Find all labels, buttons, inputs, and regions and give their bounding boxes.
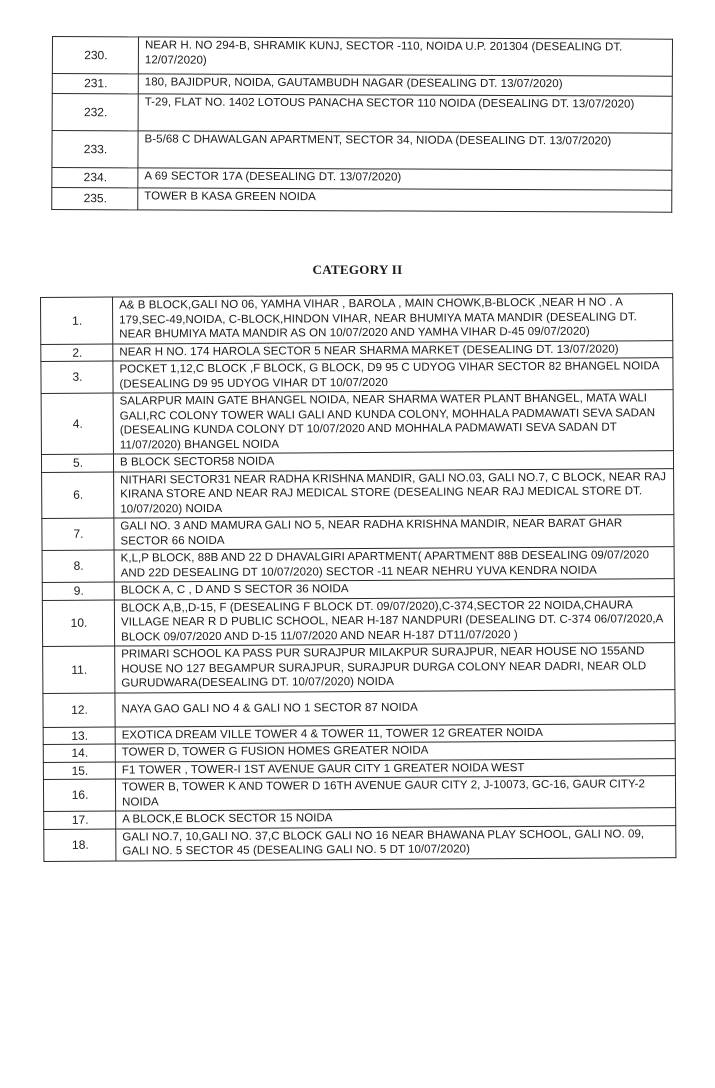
address-cell: NITHARI SECTOR31 NEAR RADHA KRISHNA MANDIR, GALI NO.03, GALI NO.7, C BLOCK, NEAR RAJ KIRANA STORE AND NEAR RAJ MEDICAL STORE (DESEALING NEAR RAJ MEDICAL STORE DT. 10/07/2020) NOIDA: [114, 468, 674, 518]
address-cell: F1 TOWER , TOWER-I 1ST AVENUE GAUR CITY 1 GREATER NOIDA WEST: [115, 758, 675, 779]
serial-number: 5.: [41, 454, 113, 472]
address-cell: A 69 SECTOR 17A (DESEALING DT. 13/07/2020): [138, 168, 672, 190]
table-row: [43, 643, 675, 693]
address-cell: PRIMARI SCHOOL KA PASS PUR SURAJPUR MILAKPUR SURAJPUR, NEAR HOUSE NO 155AND HOUSE NO 127 BEGAMPUR SURAJPUR, SURAJPUR DURGA COLONY NEAR DADRI, NEAR OLD GURUDWARA(DESEALING DT. 10/07/2020) NOIDA: [115, 643, 675, 693]
table-row: [42, 547, 674, 583]
serial-number: 12.: [43, 693, 115, 727]
address-cell: K,L,P BLOCK, 88B AND 22 D DHAVALGIRI APARTMENT( APARTMENT 88B DESEALING 09/07/2020 AND 22D DESEALING DT 10/07/2020) SECTOR -11 NEAR NEHRU YUVA KENDRA NOIDA: [114, 547, 674, 582]
address-cell: EXOTICA DREAM VILLE TOWER 4 & TOWER 11, TOWER 12 GREATER NOIDA: [115, 723, 675, 744]
serial-number: 14.: [43, 744, 115, 762]
serial-number: 18.: [44, 829, 116, 861]
serial-number: 232.: [52, 94, 138, 131]
serial-number: 1.: [41, 297, 113, 344]
serial-number: 234.: [52, 168, 138, 188]
table-row: [43, 689, 675, 727]
address-cell: NEAR H NO. 174 HAROLA SECTOR 5 NEAR SHARMA MARKET (DESEALING DT. 13/07/2020): [113, 340, 673, 361]
table-row: [52, 94, 672, 134]
serial-number: 6.: [42, 472, 114, 519]
serial-number: 4.: [41, 393, 113, 454]
address-cell: A BLOCK,E BLOCK SECTOR 15 NOIDA: [116, 808, 676, 829]
address-cell: NEAR H. NO 294-B, SHRAMIK KUNJ, SECTOR -110, NOIDA U.P. 201304 (DESEALING DT. 12/07/2020): [138, 37, 672, 76]
serial-number: 235.: [52, 188, 138, 210]
serial-number: 233.: [52, 131, 138, 168]
containment-zone-table: [51, 36, 673, 213]
table-row: [42, 468, 674, 518]
address-cell: B-5/68 C DHAWALGAN APARTMENT, SECTOR 34, NIODA (DESEALING DT. 13/07/2020): [138, 131, 672, 170]
serial-number: 17.: [44, 811, 116, 829]
serial-number: 230.: [52, 37, 138, 74]
table-row: [52, 37, 672, 77]
serial-number: 3.: [41, 361, 113, 393]
address-cell: POCKET 1,12,C BLOCK ,F BLOCK, G BLOCK, D9 95 C UDYOG VIHAR SECTOR 82 BHANGEL NOIDA (DESEALING D9 95 UDYOG VIHAR DT 10/07/2020: [113, 358, 673, 393]
serial-number: 13.: [43, 727, 115, 745]
table-row: [41, 294, 673, 344]
address-cell: BLOCK A, C , D AND S SECTOR 36 NOIDA: [114, 579, 674, 600]
address-cell: B BLOCK SECTOR58 NOIDA: [113, 451, 673, 472]
address-cell: TOWER B, TOWER K AND TOWER D 16TH AVENUE GAUR CITY 2, J-10073, GC-16, GAUR CITY-2 NOIDA: [115, 776, 675, 811]
table-row: [52, 74, 672, 97]
table-row: [44, 825, 676, 861]
address-cell: BLOCK A,B,,D-15, F (DESEALING F BLOCK DT. 09/07/2020),C-374,SECTOR 22 NOIDA,CHAURA VILLAGE NEAR R D PUBLIC SCHOOL, NEAR H-187 NANDPURI (DESEALING DT. C-374 06/07/2020,A BLOCK 09/07/2020 AND D-15 11/07/2020 AND NEAR H-187 DT11/07/2020 ): [114, 596, 674, 646]
table-row: [42, 515, 674, 551]
address-cell: TOWER B KASA GREEN NOIDA: [138, 188, 672, 212]
table-row: [43, 776, 675, 812]
table-row: [42, 596, 674, 646]
serial-number: 10.: [42, 600, 114, 647]
address-cell: NAYA GAO GALI NO 4 & GALI NO 1 SECTOR 87 NOIDA: [115, 689, 675, 726]
serial-number: 7.: [42, 518, 114, 550]
address-cell: GALI NO. 3 AND MAMURA GALI NO 5, NEAR RADHA KRISHNA MANDIR, NEAR BARAT GHAR SECTOR 66 NOIDA: [114, 515, 674, 550]
address-cell: T-29, FLAT NO. 1402 LOTOUS PANACHA SECTOR 110 NOIDA (DESEALING DT. 13/07/2020): [138, 94, 672, 133]
address-cell: 180, BAJIDPUR, NOIDA, GAUTAMBUDH NAGAR (DESEALING DT. 13/07/2020): [138, 74, 672, 96]
table-row: [52, 131, 672, 171]
category-heading: CATEGORY II: [312, 262, 403, 277]
table-row: [41, 358, 673, 394]
table-row: [41, 390, 673, 455]
serial-number: 16.: [43, 779, 115, 811]
address-cell: A& B BLOCK,GALI NO 06, YAMHA VIHAR , BAROLA , MAIN CHOWK,B-BLOCK ,NEAR H NO . A 179,SEC-49,NOIDA, C-BLOCK,HINDON VIHAR, NEAR BHUMIYA MATA MANDIR (DESEALING DT. NEAR BHUMIYA MATA MANDIR AS ON 10/07/2020 AND YAMHA VIHAR D-45 09/07/2020): [113, 294, 673, 344]
serial-number: 15.: [43, 762, 115, 780]
category-ii-table: [40, 293, 676, 861]
serial-number: 11.: [43, 646, 115, 693]
address-cell: SALARPUR MAIN GATE BHANGEL NOIDA, NEAR SHARMA WATER PLANT BHANGEL, MATA WALI GALI,RC COLONY TOWER WALI GALI AND KUNDA COLONY, MOHHALA PADMAWATI SEVA SADAN (DESEALING KUNDA COLONY DT 10/07/2020 AND MOHHALA PADMAWATI SEVA SADAN DT 11/07/2020) BHANGEL NOIDA: [113, 390, 673, 454]
table-row: [52, 168, 672, 191]
address-cell: GALI NO.7, 10,GALI NO. 37,C BLOCK GALI NO 16 NEAR BHAWANA PLAY SCHOOL, GALI NO. 09, GALI NO. 5 SECTOR 45 (DESEALING GALI NO. 5 DT 10/07/2020): [116, 825, 676, 860]
serial-number: 231.: [52, 74, 138, 94]
address-cell: TOWER D, TOWER G FUSION HOMES GREATER NOIDA: [115, 741, 675, 762]
serial-number: 8.: [42, 550, 114, 582]
serial-number: 2.: [41, 344, 113, 362]
table-row: [52, 188, 672, 213]
serial-number: 9.: [42, 582, 114, 600]
